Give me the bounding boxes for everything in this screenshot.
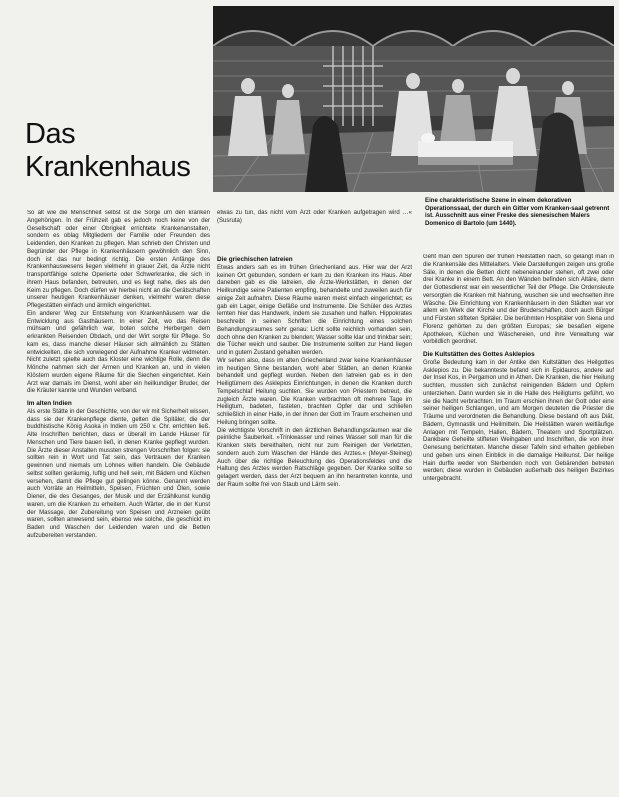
text-column-1	[27, 210, 210, 795]
paragraph: Wir sehen also, dass im alten Griechenland zwar keine Krankenhäuser im heutigen Sinne bestanden, wohl aber Stätten, an denen Kranke behandelt und gepflegt wurden. Neben den Iatreien gab es in den Heiligtümern des Asklepios Einrichtungen, in denen die Kranken durch Tempelschlaf Heilung suchten. Sie wurden von Priestern betreut, die zugleich Ärzte waren. Die Kranken verbrachten oft mehrere Tage im Heiligtum, badeten, fasteten, brachten Opfer dar und schliefen schließlich in einer Halle, in der ihnen der Gott im Traum erscheinen und Heilung bringen sollte.	[217, 357, 412, 426]
section-heading: Im alten Indien	[27, 400, 72, 407]
paragraph: Große Bedeutung kam in der Antike den Kultstätten des Heilgottes Asklepios zu. Die bekannteste befand sich in Epidauros, andere auf der Insel Kos, in Pergamon und in Athen. Die Kranken, die hier Heilung suchten, mussten sich zunächst reinigenden Bädern und Opfern unterziehen. Dann wurden sie in die Halle des Heiligtums geführt, wo sie die Nacht verbrachten. Im Traum erschien ihnen der Gott oder eine seiner heiligen Schlangen, und am Morgen deuteten die Priester die Träume und verordneten die Behandlung. Diese bestand oft aus Diät, Bädern, Gymnastik und Heilmitteln. Die Heilstätten waren weitläufige Anlagen mit Tempeln, Hallen, Bädern, Theatern und Sportplätzen. Dankbare Geheilte stifteten Weihgaben und Inschriften, die von ihrer Genesung berichteten. Manche dieser Tafeln sind erhalten geblieben und geben uns einen Einblick in die damalige Heilkunst. Der heilige Hain durfte weder von Sterbenden noch von Gebärenden betreten werden; diese wurden in Gebäuden außerhalb des heiligen Bezirkes untergebracht.	[423, 359, 614, 483]
paragraph: Als erste Stätte in der Geschichte, von der wir mit Sicherheit wissen, dass sie der Krankenpflege diente, gelten die Spitäler, die der buddhistische König Asoka in Indien um 250 v. Chr. errichten ließ. Alte Inschriften berichten, dass er überall im Lande Häuser für Menschen und Tiere bauen ließ, in denen Kranke gepflegt wurden. Die Ärzte dieser Anstalten mussten strengen Vorschriften folgen: sie sollten rein in Wort und Tat sein, das Vertrauen der Kranken gewinnen und niemals um Lohnes willen handeln. Die Gebäude selbst sollten geräumig, luftig und hell sein, mit Bädern und Küchen versehen, damit die Pflege gut gelingen könne. Genannt werden auch Vorräte an Heilmitteln, Speisen, Früchten und Ölen, sowie Diener, die des Gesanges, der Musik und der Erzählkunst kundig waren, um die Kranken zu erheitern. Auch Wärter, die in der Kunst der Massage, der Zubereitung von Speisen und Arzneien geübt waren, sollten anwesend sein, ebenso wie solche, die geschickt im Baden und Waschen der Leidenden waren und die Betten aufzubereiten verstanden.	[27, 408, 210, 539]
paragraph: Die wichtigste Vorschrift in den ärztlichen Behandlungsräumen war die peinliche Sauberkeit. »Trinkwasser und reines Wasser soll man für die Kranken stets bereithalten, nicht nur zum Reinigen der Verletzten, sondern auch zum Waschen der Hände des Arztes.« (Meyer-Steineg) Auch über die richtige Beleuchtung des Operationsfeldes und die Haltung des Arztes werden Ratschläge gegeben. Der Kranke sollte so gelagert werden, dass der Arzt bequem an ihn herantreten konnte, und der Raum sollte frei von Staub und Lärm sein.	[217, 427, 412, 488]
article-title	[25, 118, 195, 184]
title-line-1: Das	[25, 118, 76, 150]
section-heading: Die Kultstätten des Gottes Asklepios	[423, 351, 535, 358]
title-line-2: Krankenhaus	[25, 151, 191, 183]
fresco-illustration	[213, 6, 614, 192]
illustration-caption: Eine charakteristische Szene in einem dekorativen Operationssaal, der durch ein Gitter vom Kranken-saal getrennt ist. Ausschnitt aus einer Freske des sienesischen Malers Domenico di Bartolo (um 1440).	[425, 197, 610, 227]
paragraph: Ein anderer Weg zur Entstehung von Krankenhäusern war die Entwicklung aus Gasthäusern. In einer Zeit, wo das Reisen mühsam und gefährlich war, boten solche Herbergen dem erkrankten Reisenden Obdach, und der Wirt sorgte für Pflege. So kam es, dass manche dieser Häuser sich allmählich zu Stätten entwickelten, die sich vorwiegend der Aufnahme Kranker widmeten. Nicht zuletzt spielte auch das Kloster eine wichtige Rolle, denn die Mönche nahmen sich der Armen und Kranken an, und in vielen Klöstern wurden eigene Räume für die Siechen eingerichtet. Kein Arzt war damals im Dienst, wohl aber ein heilkundiger Bruder, der die Kräuter kannte und Wunden verband.	[27, 310, 210, 395]
paragraph: Etwas anders sah es im frühen Griechenland aus. Hier war der Arzt keinen Ort gebunden, sondern er kam zu den Kranken ins Haus. Aber daneben gab es die Iatreien, die Ärzte-Werkstätten, in denen der Heilkundige seine Patienten empfing, behandelte und zuweilen auch für einige Zeit aufnahm. Diese Räume waren meist einfach eingerichtet; es gab ein Lager, einige Gefäße und Instrumente. Die Schüler des Arztes lernten hier das Handwerk, indem sie zusahen und halfen. Hippokrates beschreibt in seinen Schriften die Einrichtung eines solchen Behandlungsraumes sehr genau: Licht sollte reichlich vorhanden sein, doch ohne den Kranken zu blenden; Wasser sollte klar und trinkbar sein; die Tücher weich und sauber. Die Instrumente sollten zur Hand liegen und in gutem Zustand gehalten werden.	[217, 264, 412, 357]
text-column-2	[217, 252, 412, 795]
fresco-image	[213, 6, 614, 192]
text-column-2-top: etwas zu tun, das nicht vom Arzt oder Kranken aufgetragen wird …« (Susruta)	[217, 210, 412, 224]
paragraph: So alt wie die Menschheit selbst ist die Sorge um den kranken Angehörigen. In der Frühzeit gab es jedoch noch keine von der Gesellschaft oder einer Obrigkeit errichtete Krankenanstalten, sondern es oblag Mitgliedern der Familie oder Freunden des Leidenden, den Kranken zu pflegen. Man schrieb den Christen und Begründer der Pflege in Krankenhäusern gewöhnlich den Sinn, doch ist das nur bedingt richtig. Die ersten Anfänge des Krankenhauswesens liegen vielmehr in grauer Zeit, da Ärzte nicht transportfähige solche Operierte oder Schwerkranke, die sich in ihrem Haus befanden, betreuten, und es liegt nahe, dies als den Keim zu pflegen. Doch dürfen wir hierbei nicht an die Gerätschaften unserer heutigen Krankenhäuser denken, vielmehr waren diese Pflegestätten einfach und ärmlich eingerichtet.	[27, 210, 210, 309]
section-heading: Die griechischen Iatreien	[217, 256, 293, 263]
text-column-3	[423, 254, 614, 795]
paragraph: Geht man den Spuren der frühen Heilstätten nach, so gelangt man in die Krankensäle des Mittelalters. Viele Darstellungen zeigen uns große Säle, in denen die Betten dicht nebeneinander stehen, oft zwei oder drei Kranke in einem Bett. An den Wänden befinden sich Altäre, denn der Gottesdienst war ein wesentlicher Teil der Pflege. Die Ordensleute versorgten die Kranken mit Nahrung, wuschen sie und wechselten ihre Wäsche. Die Einrichtung von Krankenhäusern in den Städten war vor allem ein Werk der Kirche und der Bruderschaften, doch auch Bürger und Fürsten stifteten Spitäler. Die berühmten Hospitäler von Siena und Florenz gehörten zu den größten Europas; sie besaßen eigene Apotheken, Küchen und Wäschereien, und ihre Verwaltung war vorbildlich geordnet.	[423, 254, 614, 346]
